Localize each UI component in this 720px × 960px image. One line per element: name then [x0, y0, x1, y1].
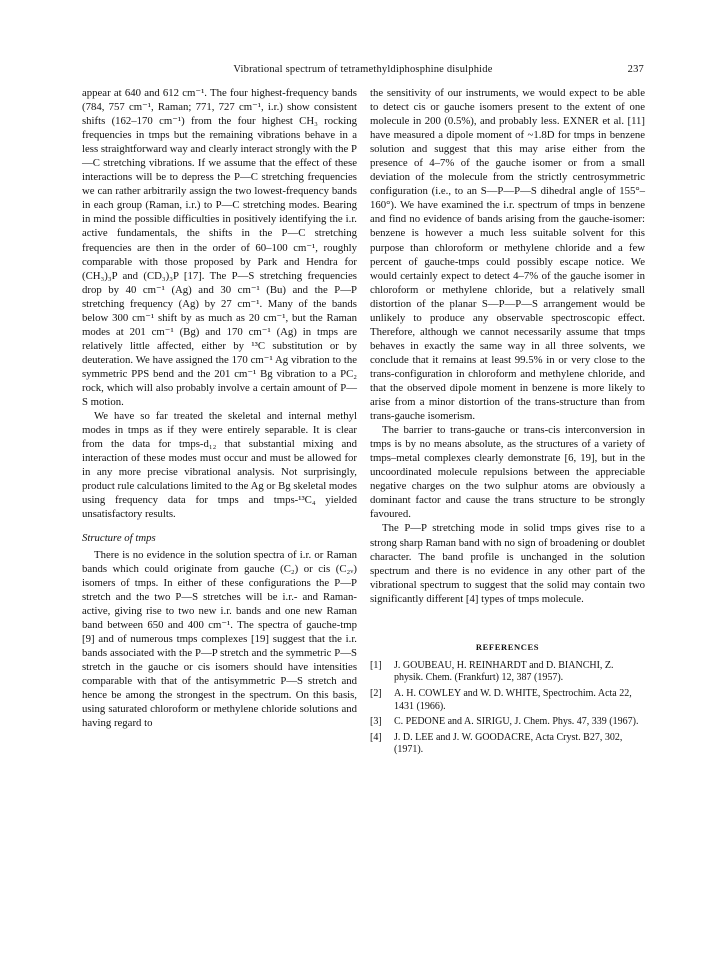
right-paragraph-2: The barrier to trans-gauche or trans-cis interconversion in tmps is by no means absolute, as the structures of a variety of tmps–metal complexes clearly demonstrate [6, 19], but in the uncoordinated molecule repulsions between the appreciable negative charges on the two sulphur atoms are obviously a dominant factor and cause the trans structure to be strongly favoured.	[370, 424, 645, 521]
reference-number: [1]	[370, 659, 382, 671]
right-paragraph-3: The P—P stretching mode in solid tmps gives rise to a strong sharp Raman band with no sign of broadening or doublet character. The band profile is unchanged in the solution spectrum and there is no evidence in any other part of the vibrational spectrum to suggest that the solid may contain two significantly different [4] types of tmps molecule.	[370, 522, 645, 605]
reference-number: [4]	[370, 731, 382, 743]
reference-number: [3]	[370, 716, 382, 728]
reference-text: A. H. COWLEY and W. D. WHITE, Spectrochim. Acta 22, 1431 (1966).	[394, 687, 632, 712]
section-heading: Structure of tmps	[82, 532, 156, 545]
left-paragraph-2: We have so far treated the skeletal and internal methyl modes in tmps as if they were entirely separable. It is clear from the data for tmps-d₁₂ that substantial mixing and interaction of these modes must occur and must be allowed for in any more precise vibrational analysis. Not surprisingly, product rule calculations limited to the Ag or Bg skeletal modes using frequency data for tmps and tmps-¹³C₄ yielded unsatisfactory results.	[82, 410, 357, 521]
reference-item	[370, 660, 645, 685]
reference-text: J. GOUBEAU, H. REINHARDT and D. BIANCHI, Z. physik. Chem. (Frankfurt) 12, 387 (1957).	[394, 659, 614, 684]
page-number: 237	[627, 64, 644, 75]
left-paragraph-3: There is no evidence in the solution spectra of i.r. or Raman bands which could originate from gauche (C₂) or cis (C₂ᵥ) isomers of tmps. In either of these configurations the P—P stretch and the two P—S stretches will be i.r.- and Raman-active, giving rise to two new i.r. bands and one new Raman band between 650 and 400 cm⁻¹. The spectra of gauche-tmp [9] and of numerous tmps complexes [19] suggest that the i.r. bands associated with the P—P stretch and the symmetric P—S stretch in the gauche or cis isomers should have intensities comparable with that of the antisymmetric P—S stretch and hence be among the strongest in the spectrum. On this basis, using saturated chloroform or methylene chloride solutions and having regard to	[82, 548, 357, 730]
running-title: Vibrational spectrum of tetramethyldiphosphine disulphide	[233, 64, 493, 75]
reference-item	[370, 732, 645, 757]
references-list	[370, 660, 645, 757]
references-heading: REFERENCES	[475, 641, 540, 652]
left-paragraph-1: appear at 640 and 612 cm⁻¹. The four highest-frequency bands (784, 757 cm⁻¹, Raman; 771, 727 cm⁻¹, i.r.) show consistent shifts (162–170 cm⁻¹) from the four highest CH₃ rocking frequencies in tmps but the remaining vibrations behave in a less straightforward way and clearly interact strongly with the P—C stretching vibrations. If we assume that the effect of these interactions will be to depress the P—C stretching frequencies we can rather arbitrarily assign the two lowest-frequency bands in each group (Raman, i.r.) to P—C stretching modes. Bearing in mind the possible difficulties in positively identifying the i.r. active fundamentals, the shifts in the P—C stretching frequencies are then in the order of 60–100 cm⁻¹, roughly comparable with those proposed by Park and Hendra for (CH₃)₃P and (CD₃)₃P [17]. The P—S stretching frequencies drop by 40 cm⁻¹ (Ag) and 30 cm⁻¹ (Bu) and the P—P stretching frequency (Ag) by 27 cm⁻¹. Many of the bands below 300 cm⁻¹ shift by as much as 20 cm⁻¹, but the Raman modes at 201 cm⁻¹ (Bg) and 170 cm⁻¹ (Ag) in tmps are relatively little affected, either by ¹³C substitution or by deuteration. We have assigned the 170 cm⁻¹ Ag vibration to the symmetric PPS bend and the 201 cm⁻¹ Bg vibration to a PC₂ rock, which will also probably involve a certain amount of P—S motion.	[82, 87, 357, 409]
reference-text: C. PEDONE and A. SIRIGU, J. Chem. Phys. 47, 339 (1967).	[394, 716, 639, 728]
right-column	[370, 86, 645, 760]
reference-number: [2]	[370, 687, 382, 699]
left-column	[82, 86, 357, 730]
right-paragraph-1: the sensitivity of our instruments, we would expect to be able to detect cis or gauche isomers present to the extent of one molecule in 200 (0.5%), and probably less. EXNER et al. [11] have measured a dipole moment of ~1.8D for tmps in benzene solution and suggest that this may arise either from the presence of 4–7% of the gauche isomer or from a small deviation of the molecule from the strictly centrosymmetric configuration (i.e., to an S—P—P—S dihedral angle of 155°–160°). We have examined the i.r. spectrum of tmps in benzene and find no evidence of bands arising from the gauche-isomer: benzene is however a much less suitable solvent for this purpose than chloroform or methylene chloride and a few percent of gauche-tmps could possibly escape notice. We would certainly expect to detect 4–7% of the gauche isomer in chloroform or methylene chloride, but a relatively small distortion of the planar S—P—P—S arrangement would be unlikely to produce any observable spectroscopic effect. Therefore, although we cannot necessarily assume that tmps behaves in exactly the same way in all three solvents, we conclude that it remains at least 99.5% in or very close to the trans-configuration in chloroform and methylene chloride, and that the observed dipole moment in benzene is more likely to arise from a minor distortion of the trans-structure than from trans-gauche isomerism.	[370, 87, 645, 423]
reference-item	[370, 716, 645, 729]
reference-item	[370, 688, 645, 713]
reference-text: J. D. LEE and J. W. GOODACRE, Acta Cryst. B27, 302, (1971).	[394, 731, 623, 756]
running-head	[82, 64, 644, 80]
